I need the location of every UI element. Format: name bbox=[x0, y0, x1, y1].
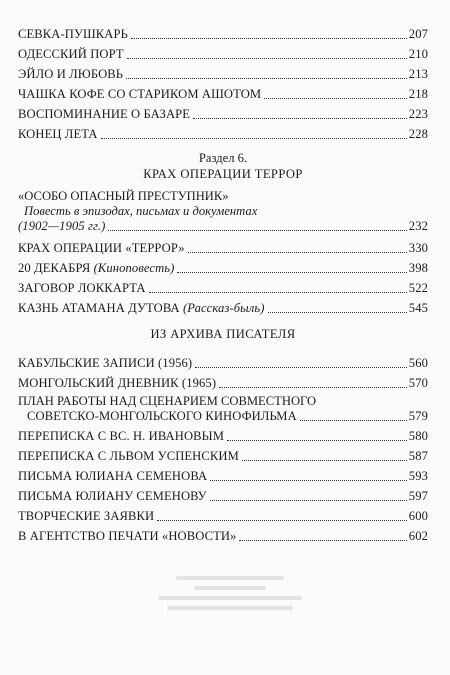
leader-dots bbox=[210, 499, 407, 501]
toc-entry-title: ВОСПОМИНАНИЕ О БАЗАРЕ bbox=[18, 107, 191, 121]
toc-entry bbox=[18, 424, 428, 444]
toc-entry-title: КОНЕЦ ЛЕТА bbox=[18, 127, 98, 141]
leader-dots bbox=[264, 97, 407, 99]
toc-entry-page: 232 bbox=[408, 219, 428, 233]
toc-entry-last-line bbox=[18, 409, 428, 424]
toc-entry-page: 545 bbox=[408, 301, 428, 315]
toc-entry-page: 602 bbox=[408, 529, 428, 543]
toc-entry-title: ТВОРЧЕСКИЕ ЗАЯВКИ bbox=[18, 509, 155, 523]
toc-entry-page: 210 bbox=[408, 47, 428, 61]
section-label: Раздел 6. bbox=[198, 151, 248, 165]
table-of-contents bbox=[18, 22, 428, 544]
leader-dots bbox=[177, 271, 406, 273]
toc-entry-title: ЗАГОВОР ЛОККАРТА bbox=[18, 281, 146, 295]
toc-entry-title: ПИСЬМА ЮЛИАНУ СЕМЕНОВУ bbox=[18, 489, 207, 503]
toc-entry-title: В АГЕНТСТВО ПЕЧАТИ «НОВОСТИ» bbox=[18, 529, 237, 543]
toc-entry-title: 20 ДЕКАБРЯ (Киноповесть) bbox=[18, 261, 175, 275]
leader-dots bbox=[131, 37, 407, 39]
toc-entry-title: КРАХ ОПЕРАЦИИ «ТЕРРОР» bbox=[18, 241, 185, 255]
toc-entry-multiline bbox=[18, 394, 428, 424]
toc-entry-page: 593 bbox=[408, 469, 428, 483]
leader-dots bbox=[188, 251, 407, 253]
leader-dots bbox=[210, 479, 407, 481]
leader-dots bbox=[300, 419, 407, 421]
toc-entry bbox=[18, 102, 428, 122]
toc-entry bbox=[18, 444, 428, 464]
leader-dots bbox=[101, 137, 407, 139]
toc-entry bbox=[18, 122, 428, 142]
leader-dots bbox=[242, 459, 407, 461]
toc-entry bbox=[18, 464, 428, 484]
leader-dots bbox=[219, 386, 407, 388]
leader-dots bbox=[108, 229, 406, 231]
leader-dots bbox=[193, 117, 407, 119]
toc-entry bbox=[18, 62, 428, 82]
toc-entry bbox=[18, 351, 428, 371]
toc-entry-title: ПЛАН РАБОТЫ НАД СЦЕНАРИЕМ СОВМЕСТНОГО bbox=[18, 394, 317, 408]
toc-entry-title: СЕВКА-ПУШКАРЬ bbox=[18, 27, 128, 41]
toc-entry bbox=[18, 276, 428, 296]
toc-entry-title: ПИСЬМА ЮЛИАНА СЕМЕНОВА bbox=[18, 469, 208, 483]
toc-entry-title: КАЗНЬ АТАМАНА ДУТОВА (Рассказ-быль) bbox=[18, 301, 265, 315]
toc-entry-note: (Киноповесть) bbox=[93, 261, 175, 275]
leader-dots bbox=[157, 519, 407, 521]
toc-entry-subtitle: Повесть в эпизодах, письмах и документах bbox=[24, 204, 258, 218]
toc-entry-page: 597 bbox=[408, 489, 428, 503]
toc-entry-title: «ОСОБО ОПАСНЫЙ ПРЕСТУПНИК» bbox=[18, 189, 229, 203]
toc-entry-page: 600 bbox=[408, 509, 428, 523]
toc-group-archive bbox=[18, 351, 428, 544]
toc-entry bbox=[18, 42, 428, 62]
toc-entry bbox=[18, 524, 428, 544]
archive-title: ИЗ АРХИВА ПИСАТЕЛЯ bbox=[150, 327, 296, 341]
toc-entry-page: 580 bbox=[408, 429, 428, 443]
leader-dots bbox=[126, 77, 407, 79]
toc-entry-last-line bbox=[18, 219, 428, 234]
toc-entry-title-cont: СОВЕТСКО-МОНГОЛЬСКОГО КИНОФИЛЬМА bbox=[27, 409, 297, 423]
toc-entry bbox=[18, 296, 428, 316]
toc-group-section6 bbox=[18, 236, 428, 316]
leader-dots bbox=[149, 291, 407, 293]
leader-dots bbox=[239, 539, 406, 541]
toc-entry-note: (Рассказ-быль) bbox=[182, 301, 265, 315]
toc-entry-page: 587 bbox=[408, 449, 428, 463]
toc-entry-page: 522 bbox=[408, 281, 428, 295]
toc-entry-title: ЭЙЛО И ЛЮБОВЬ bbox=[18, 67, 124, 81]
toc-entry-title: МОНГОЛЬСКИЙ ДНЕВНИК (1965) bbox=[18, 376, 217, 390]
toc-entry-page: 213 bbox=[408, 67, 428, 81]
toc-entry-page: 228 bbox=[408, 127, 428, 141]
toc-entry-page: 218 bbox=[408, 87, 428, 101]
toc-entry-title: КАБУЛЬСКИЕ ЗАПИСИ (1956) bbox=[18, 356, 193, 370]
toc-entry-page: 223 bbox=[408, 107, 428, 121]
toc-entry-page: 330 bbox=[408, 241, 428, 255]
toc-entry-title: ЧАШКА КОФЕ СО СТАРИКОМ АШОТОМ bbox=[18, 87, 262, 101]
toc-entry bbox=[18, 236, 428, 256]
toc-entry bbox=[18, 484, 428, 504]
toc-entry-title: ПЕРЕПИСКА С ВС. Н. ИВАНОВЫМ bbox=[18, 429, 225, 443]
bleed-through-shadow bbox=[140, 570, 320, 625]
toc-entry-page: 207 bbox=[408, 27, 428, 41]
section-title: КРАХ ОПЕРАЦИИ ТЕРРОР bbox=[143, 167, 303, 181]
toc-entry bbox=[18, 22, 428, 42]
leader-dots bbox=[268, 311, 407, 313]
toc-entry bbox=[18, 256, 428, 276]
toc-entry-title: ПЕРЕПИСКА С ЛЬВОМ УСПЕНСКИМ bbox=[18, 449, 239, 463]
leader-dots bbox=[227, 439, 407, 441]
toc-entry-page: 579 bbox=[408, 409, 428, 423]
toc-entry bbox=[18, 82, 428, 102]
toc-entry-page: 560 bbox=[408, 356, 428, 370]
toc-entry-page: 398 bbox=[408, 261, 428, 275]
toc-entry bbox=[18, 371, 428, 391]
toc-entry-multiline bbox=[18, 189, 428, 234]
leader-dots bbox=[195, 366, 407, 368]
leader-dots bbox=[127, 57, 407, 59]
toc-entry-title: ОДЕССКИЙ ПОРТ bbox=[18, 47, 124, 61]
toc-entry-page: 570 bbox=[408, 376, 428, 390]
toc-entry bbox=[18, 504, 428, 524]
toc-entry-years: (1902—1905 гг.) bbox=[18, 219, 106, 233]
toc-group-top bbox=[18, 22, 428, 142]
